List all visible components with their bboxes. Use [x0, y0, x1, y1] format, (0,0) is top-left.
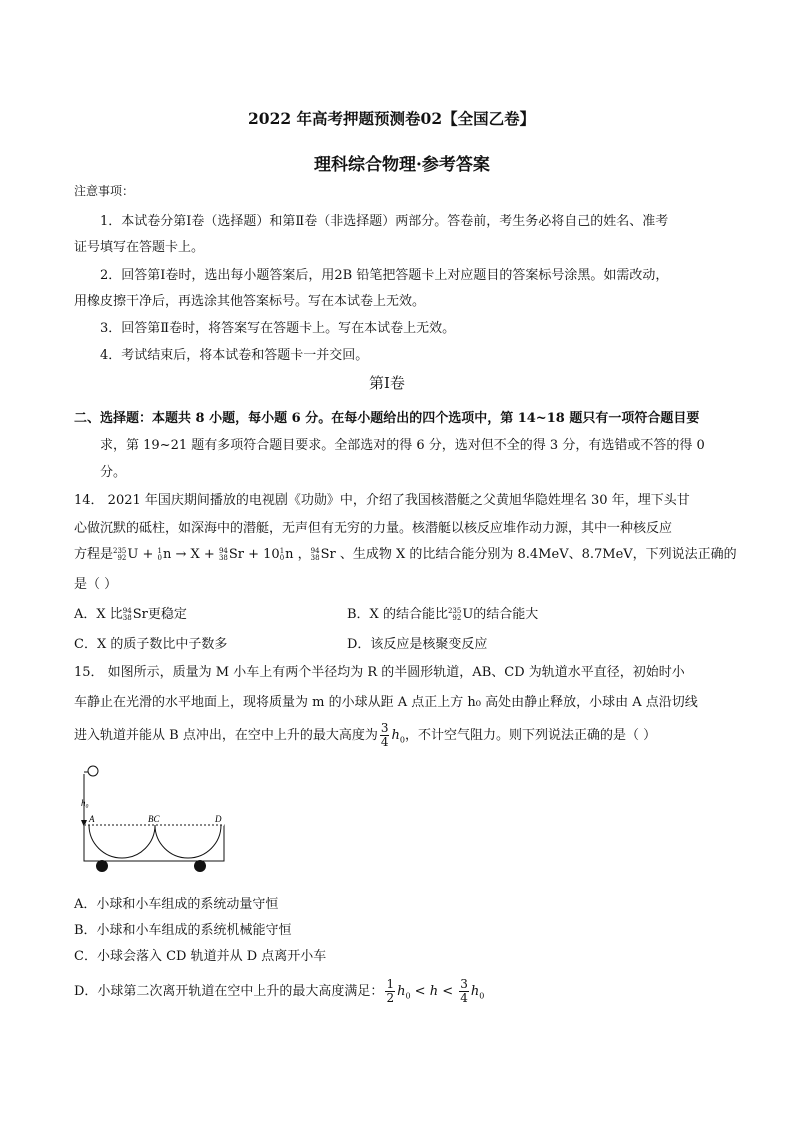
q14-option-d: D．该反应是核聚变反应: [347, 637, 488, 652]
label-bc: BC: [148, 814, 160, 824]
q15-line-1: 15． 如图所示，质量为 M 小车上有两个半径均为 R 的半圆形轨道，AB、CD 为轨道水平直径，初始时小: [74, 665, 685, 680]
notes-heading: 注意事项：: [74, 184, 135, 198]
label-d: D: [215, 814, 222, 824]
ball: [88, 766, 98, 776]
fraction-three-quarters: $\frac{3}{4}$: [380, 721, 389, 749]
cart-body: [84, 825, 224, 861]
q15-line-2: 车静止在光滑的水平地面上，现将质量为 m 的小球从距 A 点正上方 h₀ 高处由静止释放，小球由 A 点沿切线: [74, 695, 698, 710]
wheel-left: [96, 860, 108, 872]
q15-option-b: B．小球和小车组成的系统机械能守恒: [74, 923, 292, 938]
q14-line-3-suffix: 、生成物 X 的比结合能分别为 8.4MeV、8.7MeV，下列说法正确的: [339, 547, 737, 562]
page-title: 2022 年高考押题预测卷02【全国乙卷】: [248, 109, 536, 128]
q14-option-a: A．X 比 94 38 Sr更稳定: [74, 606, 187, 622]
q15-option-c: C．小球会落入 CD 轨道并从 D 点离开小车: [74, 949, 327, 964]
note-2-line-1: 2．回答第Ⅰ卷时，选出每小题答案后，用2B 铅笔把答题卡上对应题目的答案标号涂黑。如需改动，: [100, 268, 669, 283]
q14-line-3: [74, 543, 737, 562]
q15-option-a: A．小球和小车组成的系统动量守恒: [74, 897, 279, 912]
track-cd: [155, 825, 221, 858]
note-1-line-2: 证号填写在答题卡上。: [74, 240, 205, 255]
section-title: 第Ⅰ卷: [369, 374, 405, 392]
note-1-line-1: 1．本试卷分第Ⅰ卷（选择题）和第Ⅱ卷（非选择题）两部分。答卷前，考生务必将自己的姓名、准考: [100, 214, 669, 229]
track-ab: [89, 825, 155, 858]
q15-line-3: 进入轨道并能从 B 点冲出，在空中上升的最大高度为 $\frac{3}{4}$ $h_0$，不计空气阻力。则下列说法正确的是（ ）: [74, 721, 657, 749]
q14-line-4: 是（ ）: [74, 577, 118, 592]
q14-option-c: C．X 的质子数比中子数多: [74, 637, 228, 652]
height-inequality: $\frac{1}{2}$ $h_0 < h$ < $\frac{3}{4}$ $h_0$: [386, 977, 485, 1005]
q14-option-a-pre: A．X 比: [74, 607, 123, 622]
nuclear-equation: 235 92 U + 1 0 n → X + 94 38 Sr + 10 1 0 n ， 94 38 Sr: [113, 546, 340, 562]
q14-option-a-post: 更稳定: [147, 607, 187, 622]
section-intro-line-1: 二、选择题：本题共 8 小题，每小题 6 分。在每小题给出的四个选项中，第 14~18 题只有一项符合题目要: [74, 411, 700, 426]
page-subtitle: 理科综合物理·参考答案: [314, 155, 490, 175]
q14-option-b: B．X 的结合能比 235 92 U的结合能大: [347, 606, 539, 622]
section-intro-line-3: 分。: [100, 465, 127, 480]
q15-option-d-text: D．小球第二次离开轨道在空中上升的最大高度满足：: [74, 984, 384, 999]
q14-line-2: 心做沉默的砥柱，如深海中的潜艇，无声但有无穷的力量。核潜艇以核反应堆作动力源，其中一种核反应: [74, 521, 673, 536]
section-intro-line-2: 求，第 19~21 题有多项符合题目要求。全部选对的得 6 分，选对但不全的得 3 分，有选错或不答的得 0: [100, 438, 705, 453]
cart-track-figure: [74, 762, 234, 874]
q14-option-b-post: 的结合能大: [473, 607, 539, 622]
q14-line-3-prefix: 方程是: [74, 547, 114, 562]
q15-line-3-post: ，不计空气阻力。则下列说法正确的是（ ）: [404, 728, 657, 743]
note-4: 4．考试结束后，将本试卷和答题卡一并交回。: [100, 348, 369, 363]
q14-line-1: 14． 2021 年国庆期间播放的电视剧《功勋》中，介绍了我国核潜艇之父黄旭华隐姓埋名 30 年，埋下头甘: [74, 493, 690, 508]
label-a: A: [89, 814, 95, 824]
wheel-right: [194, 860, 206, 872]
note-3: 3．回答第Ⅱ卷时，将答案写在答题卡上。写在本试卷上无效。: [100, 321, 456, 336]
q15-line-3-pre: 进入轨道并能从 B 点冲出，在空中上升的最大高度为: [74, 728, 378, 743]
label-h0: h₀: [81, 798, 89, 808]
note-2-line-2: 用橡皮擦干净后，再选涂其他答案标号。写在本试卷上无效。: [74, 294, 426, 309]
q14-option-b-pre: B．X 的结合能比: [347, 607, 448, 622]
q15-option-d: [74, 978, 484, 1005]
